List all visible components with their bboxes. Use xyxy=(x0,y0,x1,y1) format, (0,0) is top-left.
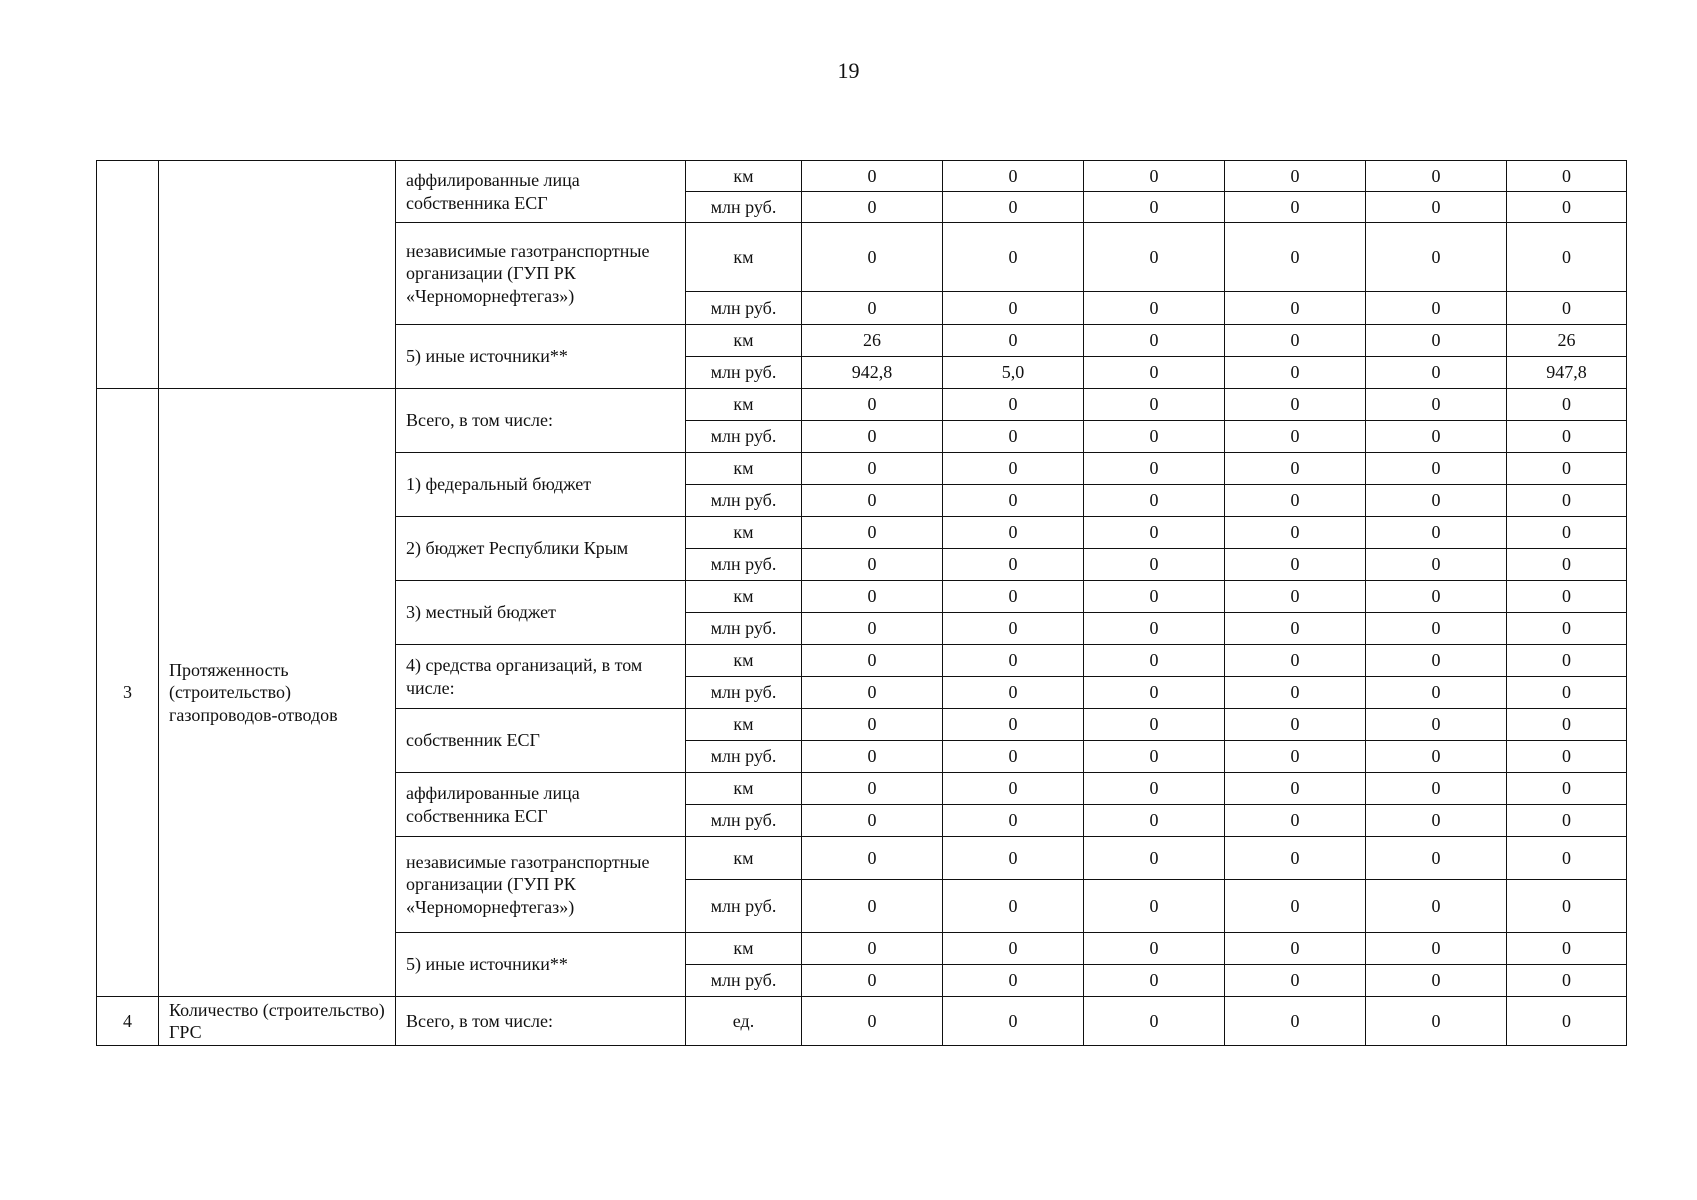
value-cell: 0 xyxy=(1507,837,1627,880)
value-cell: 5,0 xyxy=(943,357,1084,389)
value-cell: 0 xyxy=(1225,613,1366,645)
value-cell: 0 xyxy=(1084,837,1225,880)
value-cell: 0 xyxy=(802,223,943,292)
value-cell: 0 xyxy=(1225,192,1366,223)
value-cell: 0 xyxy=(1084,965,1225,997)
value-cell: 0 xyxy=(1366,161,1507,192)
value-cell: 0 xyxy=(1507,389,1627,421)
value-cell: 0 xyxy=(943,613,1084,645)
unit-cell: км xyxy=(686,581,802,613)
unit-cell: км xyxy=(686,837,802,880)
value-cell: 0 xyxy=(1366,997,1507,1046)
value-cell: 0 xyxy=(1366,421,1507,453)
value-cell: 0 xyxy=(802,837,943,880)
value-cell: 0 xyxy=(1507,773,1627,805)
value-cell: 0 xyxy=(1366,192,1507,223)
funding-source: 2) бюджет Республики Крым xyxy=(396,517,686,581)
value-cell: 26 xyxy=(1507,325,1627,357)
value-cell: 0 xyxy=(1507,421,1627,453)
value-cell: 0 xyxy=(1225,997,1366,1046)
value-cell: 0 xyxy=(802,709,943,741)
funding-source: 3) местный бюджет xyxy=(396,581,686,645)
value-cell: 0 xyxy=(1507,677,1627,709)
value-cell: 0 xyxy=(802,517,943,549)
value-cell: 0 xyxy=(943,837,1084,880)
indicator-name xyxy=(159,161,396,389)
value-cell: 26 xyxy=(802,325,943,357)
unit-cell: км xyxy=(686,223,802,292)
value-cell: 0 xyxy=(1225,880,1366,933)
value-cell: 0 xyxy=(943,709,1084,741)
value-cell: 0 xyxy=(1366,933,1507,965)
value-cell: 0 xyxy=(1507,880,1627,933)
value-cell: 0 xyxy=(943,421,1084,453)
value-cell: 0 xyxy=(1366,773,1507,805)
value-cell: 0 xyxy=(1366,581,1507,613)
value-cell: 0 xyxy=(1507,549,1627,581)
value-cell: 0 xyxy=(802,292,943,325)
value-cell: 0 xyxy=(943,997,1084,1046)
funding-source: аффилированные лица собственника ЕСГ xyxy=(396,773,686,837)
unit-cell: км xyxy=(686,453,802,485)
value-cell: 0 xyxy=(802,741,943,773)
value-cell: 0 xyxy=(1225,453,1366,485)
value-cell: 947,8 xyxy=(1507,357,1627,389)
value-cell: 0 xyxy=(1225,581,1366,613)
value-cell: 0 xyxy=(1084,161,1225,192)
value-cell: 0 xyxy=(1084,645,1225,677)
unit-cell: млн руб. xyxy=(686,805,802,837)
value-cell: 0 xyxy=(1366,805,1507,837)
value-cell: 0 xyxy=(943,453,1084,485)
unit-cell: млн руб. xyxy=(686,965,802,997)
value-cell: 0 xyxy=(1366,389,1507,421)
value-cell: 0 xyxy=(1225,709,1366,741)
value-cell: 0 xyxy=(943,292,1084,325)
value-cell: 0 xyxy=(1225,223,1366,292)
value-cell: 942,8 xyxy=(802,357,943,389)
value-cell: 0 xyxy=(802,645,943,677)
value-cell: 0 xyxy=(1366,485,1507,517)
value-cell: 0 xyxy=(943,161,1084,192)
funding-source: независимые газотранспортные организации (ГУП РК «Черноморнефтегаз») xyxy=(396,223,686,325)
unit-cell: млн руб. xyxy=(686,485,802,517)
value-cell: 0 xyxy=(943,677,1084,709)
unit-cell: млн руб. xyxy=(686,192,802,223)
value-cell: 0 xyxy=(802,613,943,645)
value-cell: 0 xyxy=(1366,677,1507,709)
value-cell: 0 xyxy=(1507,805,1627,837)
table-row xyxy=(97,997,1627,1046)
funding-source: 1) федеральный бюджет xyxy=(396,453,686,517)
value-cell: 0 xyxy=(802,453,943,485)
value-cell: 0 xyxy=(943,485,1084,517)
value-cell: 0 xyxy=(943,389,1084,421)
value-cell: 0 xyxy=(802,997,943,1046)
value-cell: 0 xyxy=(943,325,1084,357)
unit-cell: ед. xyxy=(686,997,802,1046)
value-cell: 0 xyxy=(802,549,943,581)
value-cell: 0 xyxy=(943,517,1084,549)
value-cell: 0 xyxy=(1225,837,1366,880)
value-cell: 0 xyxy=(943,741,1084,773)
unit-cell: млн руб. xyxy=(686,357,802,389)
unit-cell: км xyxy=(686,325,802,357)
value-cell: 0 xyxy=(1084,192,1225,223)
value-cell: 0 xyxy=(943,933,1084,965)
value-cell: 0 xyxy=(1084,357,1225,389)
value-cell: 0 xyxy=(1366,325,1507,357)
funding-source: 4) средства организаций, в том числе: xyxy=(396,645,686,709)
value-cell: 0 xyxy=(1507,741,1627,773)
value-cell: 0 xyxy=(1507,192,1627,223)
value-cell: 0 xyxy=(943,581,1084,613)
value-cell: 0 xyxy=(1507,709,1627,741)
value-cell: 0 xyxy=(1366,549,1507,581)
unit-cell: км xyxy=(686,389,802,421)
value-cell: 0 xyxy=(1225,292,1366,325)
value-cell: 0 xyxy=(802,933,943,965)
value-cell: 0 xyxy=(1225,549,1366,581)
row-number: 4 xyxy=(97,997,159,1046)
value-cell: 0 xyxy=(1225,773,1366,805)
value-cell: 0 xyxy=(802,965,943,997)
unit-cell: млн руб. xyxy=(686,292,802,325)
value-cell: 0 xyxy=(943,773,1084,805)
row-number: 3 xyxy=(97,389,159,997)
value-cell: 0 xyxy=(1225,645,1366,677)
value-cell: 0 xyxy=(1507,581,1627,613)
value-cell: 0 xyxy=(1366,357,1507,389)
value-cell: 0 xyxy=(1225,161,1366,192)
value-cell: 0 xyxy=(1366,645,1507,677)
value-cell: 0 xyxy=(1366,709,1507,741)
value-cell: 0 xyxy=(1084,389,1225,421)
unit-cell: км xyxy=(686,933,802,965)
value-cell: 0 xyxy=(1225,741,1366,773)
funding-source: аффилированные лица собственника ЕСГ xyxy=(396,161,686,223)
value-cell: 0 xyxy=(1084,613,1225,645)
table-row xyxy=(97,161,1627,192)
value-cell: 0 xyxy=(802,485,943,517)
value-cell: 0 xyxy=(1507,517,1627,549)
value-cell: 0 xyxy=(1366,613,1507,645)
funding-source: Всего, в том числе: xyxy=(396,997,686,1046)
value-cell: 0 xyxy=(802,880,943,933)
value-cell: 0 xyxy=(1084,581,1225,613)
value-cell: 0 xyxy=(1507,965,1627,997)
value-cell: 0 xyxy=(802,161,943,192)
value-cell: 0 xyxy=(1084,805,1225,837)
value-cell: 0 xyxy=(1507,485,1627,517)
value-cell: 0 xyxy=(943,645,1084,677)
value-cell: 0 xyxy=(802,389,943,421)
value-cell: 0 xyxy=(1084,292,1225,325)
value-cell: 0 xyxy=(1366,292,1507,325)
value-cell: 0 xyxy=(802,773,943,805)
value-cell: 0 xyxy=(943,965,1084,997)
value-cell: 0 xyxy=(1084,880,1225,933)
value-cell: 0 xyxy=(1507,453,1627,485)
value-cell: 0 xyxy=(1366,880,1507,933)
value-cell: 0 xyxy=(1507,223,1627,292)
value-cell: 0 xyxy=(1084,773,1225,805)
value-cell: 0 xyxy=(1084,485,1225,517)
funding-source: 5) иные источники** xyxy=(396,325,686,389)
unit-cell: млн руб. xyxy=(686,677,802,709)
value-cell: 0 xyxy=(1225,517,1366,549)
value-cell: 0 xyxy=(943,880,1084,933)
unit-cell: км xyxy=(686,161,802,192)
value-cell: 0 xyxy=(1507,292,1627,325)
value-cell: 0 xyxy=(1507,933,1627,965)
unit-cell: млн руб. xyxy=(686,613,802,645)
value-cell: 0 xyxy=(1366,223,1507,292)
indicator-name: Протяженность (строительство) газопроводов-отводов xyxy=(159,389,396,997)
value-cell: 0 xyxy=(1366,517,1507,549)
value-cell: 0 xyxy=(1225,485,1366,517)
unit-cell: км xyxy=(686,773,802,805)
value-cell: 0 xyxy=(1366,837,1507,880)
value-cell: 0 xyxy=(1225,325,1366,357)
value-cell: 0 xyxy=(1084,325,1225,357)
table-row xyxy=(97,389,1627,421)
value-cell: 0 xyxy=(1366,453,1507,485)
value-cell: 0 xyxy=(1225,677,1366,709)
value-cell: 0 xyxy=(1366,741,1507,773)
unit-cell: км xyxy=(686,709,802,741)
value-cell: 0 xyxy=(1084,453,1225,485)
value-cell: 0 xyxy=(1225,421,1366,453)
indicator-name: Количество (строительство) ГРС xyxy=(159,997,396,1046)
value-cell: 0 xyxy=(1507,997,1627,1046)
value-cell: 0 xyxy=(802,677,943,709)
value-cell: 0 xyxy=(943,805,1084,837)
value-cell: 0 xyxy=(1225,357,1366,389)
funding-source: независимые газотранспортные организации (ГУП РК «Черноморнефтегаз») xyxy=(396,837,686,933)
funding-source: 5) иные источники** xyxy=(396,933,686,997)
funding-source: собственник ЕСГ xyxy=(396,709,686,773)
value-cell: 0 xyxy=(943,192,1084,223)
unit-cell: км xyxy=(686,645,802,677)
unit-cell: млн руб. xyxy=(686,549,802,581)
page-number: 19 xyxy=(837,58,860,83)
value-cell: 0 xyxy=(1084,421,1225,453)
value-cell: 0 xyxy=(1084,933,1225,965)
value-cell: 0 xyxy=(1507,645,1627,677)
value-cell: 0 xyxy=(802,581,943,613)
value-cell: 0 xyxy=(1084,741,1225,773)
value-cell: 0 xyxy=(802,192,943,223)
value-cell: 0 xyxy=(943,223,1084,292)
value-cell: 0 xyxy=(1507,613,1627,645)
value-cell: 0 xyxy=(1507,161,1627,192)
value-cell: 0 xyxy=(1084,709,1225,741)
unit-cell: млн руб. xyxy=(686,880,802,933)
value-cell: 0 xyxy=(1225,965,1366,997)
value-cell: 0 xyxy=(1225,805,1366,837)
value-cell: 0 xyxy=(1225,933,1366,965)
value-cell: 0 xyxy=(1084,549,1225,581)
value-cell: 0 xyxy=(1084,997,1225,1046)
unit-cell: млн руб. xyxy=(686,741,802,773)
value-cell: 0 xyxy=(1084,223,1225,292)
unit-cell: км xyxy=(686,517,802,549)
value-cell: 0 xyxy=(1225,389,1366,421)
value-cell: 0 xyxy=(1084,677,1225,709)
row-number xyxy=(97,161,159,389)
unit-cell: млн руб. xyxy=(686,421,802,453)
value-cell: 0 xyxy=(802,421,943,453)
investment-program-table xyxy=(96,160,1627,1046)
value-cell: 0 xyxy=(802,805,943,837)
funding-source: Всего, в том числе: xyxy=(396,389,686,453)
value-cell: 0 xyxy=(1084,517,1225,549)
value-cell: 0 xyxy=(1366,965,1507,997)
value-cell: 0 xyxy=(943,549,1084,581)
